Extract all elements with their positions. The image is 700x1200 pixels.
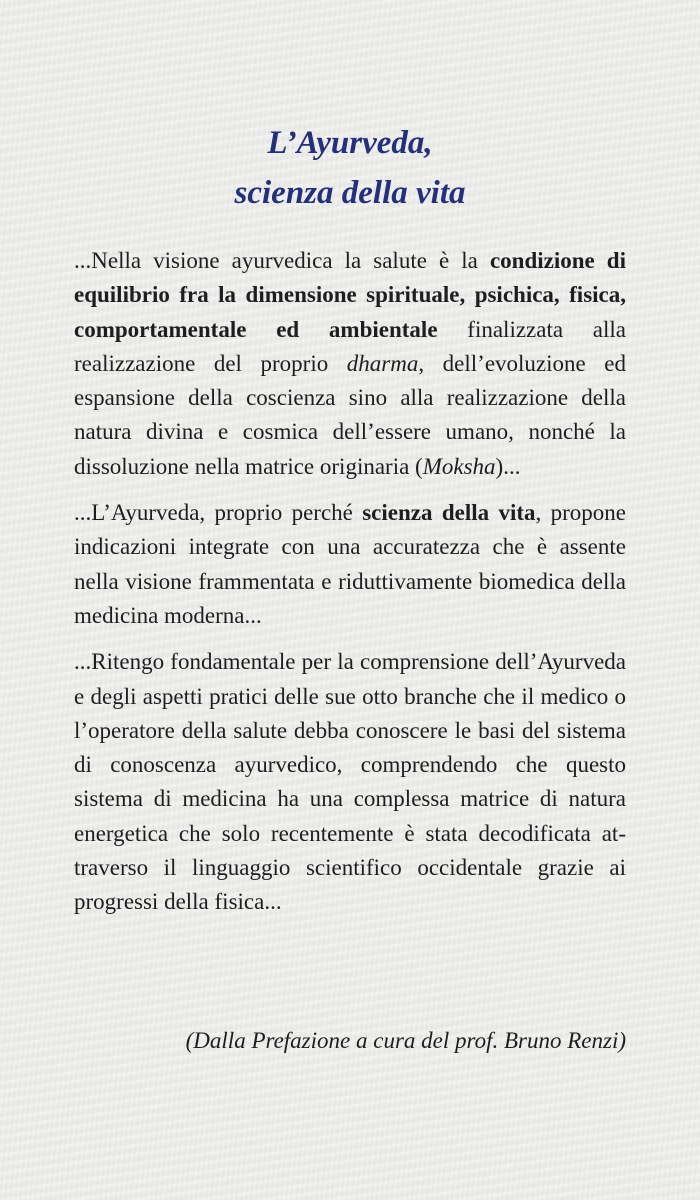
paragraph-2-text-a: ...L’Ayurveda, proprio perché [74, 500, 363, 526]
paragraph-1-bold: condizione di equilibrio fra la dimensione spirituale, psichica, fisica, comportamentale ed ambientale [74, 248, 626, 342]
paragraph-1-text-b: finalizzata alla realizzazione del proprio [74, 316, 626, 376]
paragraph-2-bold: scienza della vita [362, 500, 536, 526]
paragraph-1 [74, 244, 626, 484]
title-line-2: scienza della vita [234, 175, 466, 211]
page-title [0, 118, 700, 218]
paragraph-2 [74, 496, 626, 633]
title-line-1: L’Ayurveda, [267, 125, 433, 161]
paragraph-1-italic-moksha: Moksha [422, 453, 496, 479]
paragraph-1-text-c: , dell’evoluzione ed espansione della coscienza sino alla realizzazione della natura divina e cosmica dell’essere umano, nonché la dissoluzione nella matrice originaria ( [74, 350, 626, 479]
paragraph-1-italic-dharma: dharma [346, 350, 419, 376]
excerpt-body [74, 244, 626, 932]
paragraph-1-text-a: ...Nella visione ayurvedica la salute è la [74, 248, 490, 273]
paragraph-3-text: ...Ritengo fondamentale per la comprensione dell’Ayurveda e degli aspetti pratici delle sue otto branche che il medico o l’operatore della salute debba conoscere le basi del sistema di conoscenza ayurvedico, comprendendo che questo sistema di medicina ha una complessa matrice di natura energetica che solo recentemente è stata decodificata attraverso il linguaggio scientifico occidentale grazie ai progressi della fisica... [74, 649, 626, 915]
paragraph-1-text-d: )... [495, 453, 521, 479]
paragraph-2-text-b: , propone indicazioni integrate con una accuratezza che è assente nella visione frammentata e riduttivamente biomedica della medicina moderna... [74, 500, 627, 628]
attribution: (Dalla Prefazione a cura del prof. Bruno Renzi) [185, 1028, 626, 1053]
paragraph-3 [74, 645, 626, 919]
